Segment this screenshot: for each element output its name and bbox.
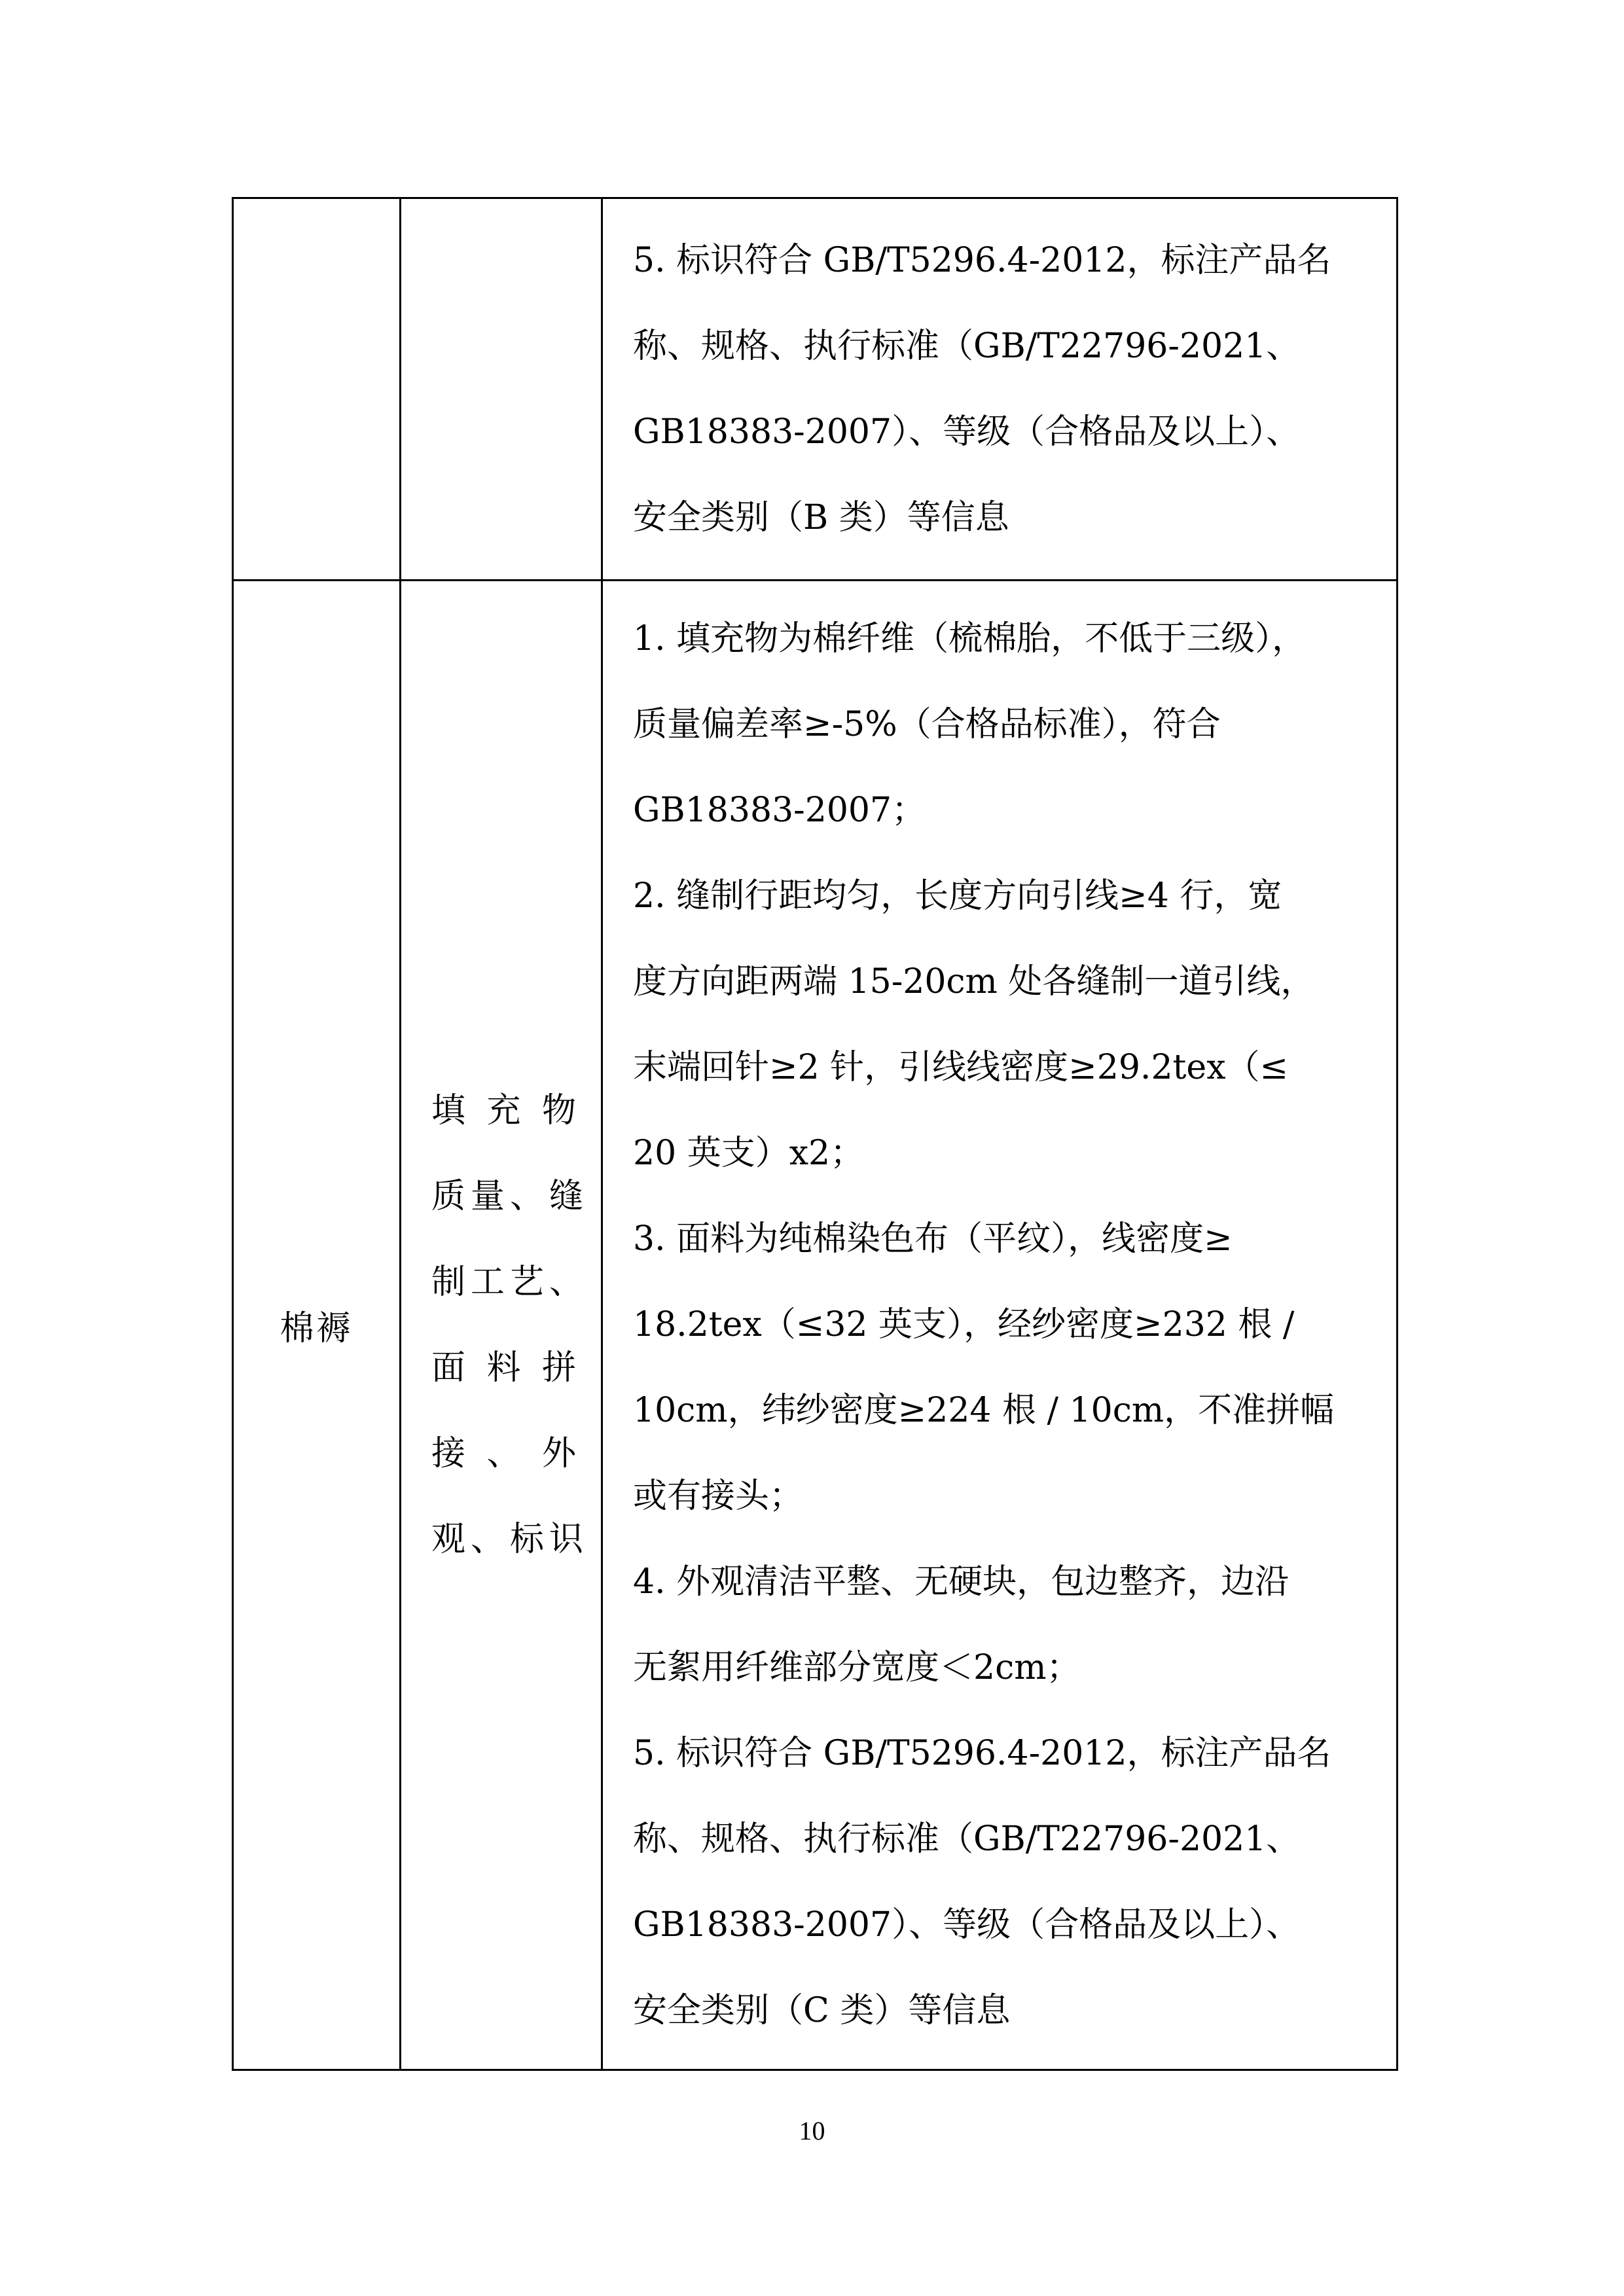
requirement-line: 称、规格、执行标准（GB/T22796-2021、 <box>633 326 1301 366</box>
requirement-line: 10cm，纬纱密度≥224 根 / 10cm，不准拼幅 <box>633 1391 1335 1430</box>
requirement-line: 5. 标识符合 GB/T5296.4-2012，标注产品名 <box>633 1734 1331 1773</box>
product-name-cell: 棉褥 <box>233 581 401 2070</box>
requirement-line: GB18383-2007； <box>633 791 926 830</box>
inspection-item-line: 观、标识 <box>431 1519 589 1559</box>
requirement-line: GB18383-2007）、等级（合格品及以上）、 <box>633 412 1301 452</box>
table-row <box>233 198 1398 581</box>
requirement-line: 4. 外观清洁平整、无硬块，包边整齐，边沿 <box>633 1562 1290 1602</box>
requirement-cell <box>602 198 1398 581</box>
product-name-cell <box>233 198 401 581</box>
requirement-line: 或有接头； <box>633 1477 804 1516</box>
spec-table <box>232 197 1398 2071</box>
requirement-line: 末端回针≥2 针，引线线密度≥29.2tex（≤ <box>633 1048 1289 1087</box>
inspection-item-line: 质量、缝 <box>431 1176 589 1216</box>
requirement-line: 18.2tex（≤32 英支），经纱密度≥232 根 / <box>633 1305 1295 1344</box>
requirement-line: 安全类别（B 类）等信息 <box>633 497 1009 537</box>
inspection-items-cell <box>401 581 602 2070</box>
inspection-items-cell <box>401 198 602 581</box>
inspection-item-line: 填 充 物 <box>431 1090 582 1130</box>
inspection-item-line: 面 料 拼 <box>431 1348 582 1388</box>
requirement-line: 称、规格、执行标准（GB/T22796-2021、 <box>633 1820 1301 1859</box>
requirement-line: 安全类别（C 类）等信息 <box>633 1991 1011 2030</box>
requirement-line: 5. 标识符合 GB/T5296.4-2012，标注产品名 <box>633 240 1331 280</box>
requirement-line: 质量偏差率≥-5%（合格品标准），符合 <box>633 705 1221 744</box>
requirement-line: 1. 填充物为棉纤维（梳棉胎，不低于三级）， <box>633 619 1307 658</box>
page-number: 10 <box>799 2116 825 2145</box>
inspection-item-line: 制工艺、 <box>431 1262 589 1302</box>
requirement-cell <box>602 581 1398 2070</box>
requirement-line: 20 英支）x2； <box>633 1134 865 1173</box>
inspection-item-line: 接 、 外 <box>431 1433 582 1473</box>
requirement-line: 度方向距两端 15-20cm 处各缝制一道引线， <box>633 962 1315 1001</box>
table-row <box>233 581 1398 2070</box>
requirement-line: 无絮用纤维部分宽度＜2cm； <box>633 1648 1081 1687</box>
requirement-line: GB18383-2007）、等级（合格品及以上）、 <box>633 1905 1301 1945</box>
requirement-line: 2. 缝制行距均匀，长度方向引线≥4 行，宽 <box>633 876 1282 916</box>
requirement-line: 3. 面料为纯棉染色布（平纹），线密度≥ <box>633 1219 1233 1259</box>
